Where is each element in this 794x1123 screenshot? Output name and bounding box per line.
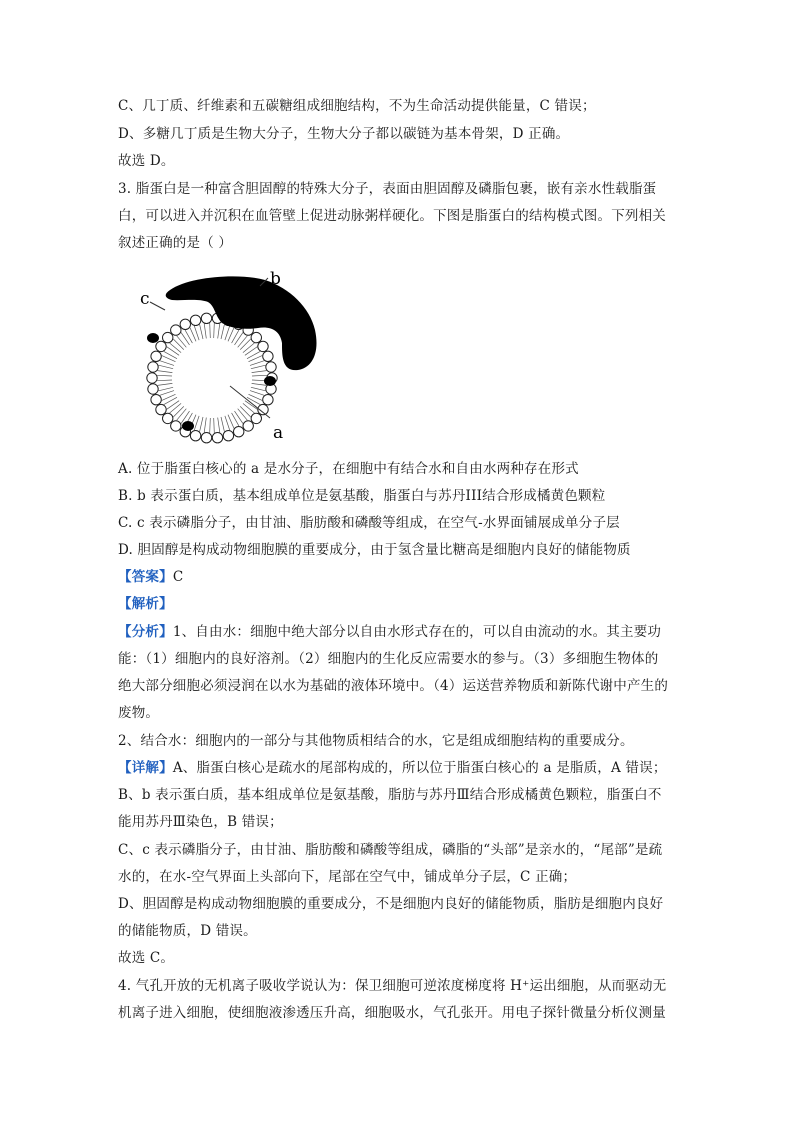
fatty-acid-tail <box>173 406 184 417</box>
phospholipid-head <box>251 332 261 342</box>
fenxi-line-5: 2、结合水：细胞内的一部分与其他物质相结合的水，它是组成细胞结构的重要成分。 <box>118 733 634 749</box>
fatty-acid-tail <box>170 343 182 353</box>
fenxi-line-4: 废物。 <box>118 705 160 721</box>
fatty-acid-tail <box>159 365 174 369</box>
detail-line-6: D、胆固醇是构成动物细胞膜的重要成分，不是细胞内良好的储能物质，脂肪是细胞内良好 <box>118 896 664 912</box>
analysis-tag: 【解析】 <box>118 596 173 612</box>
detail-line-4: C、c 表示磷脂分子，由甘油、脂肪酸和磷酸等组成，磷脂的“头部”是亲水的，“尾部”是疏 <box>118 842 663 858</box>
fatty-acid-tail <box>158 383 173 385</box>
phospholipid-head <box>234 427 244 437</box>
q4-stem-line-1: 4. 气孔开放的无机离子吸收学说认为：保卫细胞可逆浓度梯度将 H⁺运出细胞，从而驱动无 <box>118 978 667 994</box>
fatty-acid-tail <box>240 406 251 417</box>
fatty-acid-tail <box>214 418 215 433</box>
phospholipid-heads <box>147 313 277 443</box>
label-c-pointer <box>150 302 165 310</box>
prev-option-c-text: C、几丁质、纤维素和五碳糖组成细胞结构，不为生命活动提供能量，C 错误； <box>118 98 596 114</box>
fenxi-line-1 <box>118 622 661 642</box>
fenxi-line-2: 能：（1）细胞内的良好溶剂。（2）细胞内的生化反应需要水的参与。（3）多细胞生物体的 <box>118 651 659 667</box>
fatty-acid-tail <box>210 418 211 433</box>
fenxi-tag: 【分析】 <box>118 624 173 640</box>
q3-option-a: A. 位于脂蛋白核心的 a 是水分子，在细胞中有结合水和自由水两种存在形式 <box>118 461 579 477</box>
detail-tag: 【详解】 <box>118 760 173 776</box>
q3-option-b: B. b 表示蛋白质，基本组成单位是氨基酸，脂蛋白与苏丹III结合形成橘黄色颗粒 <box>118 488 606 504</box>
fatty-acid-tail <box>251 387 266 391</box>
fatty-acid-tail <box>204 324 206 339</box>
detail-line-7: 的储能物质，D 错误。 <box>118 923 257 939</box>
fatty-acid-tail <box>210 323 211 338</box>
fatty-acid-tail <box>252 371 267 373</box>
fatty-acid-tail <box>194 416 199 430</box>
phospholipid-head <box>201 313 211 323</box>
label-b: b <box>270 269 281 289</box>
analysis-heading <box>118 594 173 614</box>
fatty-acid-tail <box>252 383 267 385</box>
q3-stem-line-3: 叙述正确的是（ ） <box>118 235 233 251</box>
q3-option-c: C. c 表示磷脂分子，由甘油、脂肪酸和磷酸等组成，在空气-水界面铺展成单分子层 <box>118 515 620 531</box>
fatty-acid-tail <box>204 418 206 433</box>
phospholipid-head <box>263 351 273 361</box>
phospholipid-head <box>263 395 273 405</box>
phospholipid-head <box>212 433 222 443</box>
fatty-acid-tail <box>170 403 182 413</box>
fatty-acid-tails <box>157 323 267 433</box>
fatty-acid-tail <box>159 387 174 391</box>
answer-row <box>118 567 183 587</box>
detail-text-1: A、脂蛋白核心是疏水的尾部构成的，所以位于脂蛋白核心的 a 是脂质，A 错误； <box>172 760 667 776</box>
fatty-acid-tail <box>194 326 199 340</box>
phospholipid-head <box>151 351 161 361</box>
fatty-acid-tail <box>200 417 203 432</box>
phospholipid-head <box>190 431 200 441</box>
fatty-acid-tail <box>250 391 264 396</box>
label-a: a <box>273 423 284 443</box>
detail-line-5: 水的，在水-空气界面上头部向下，尾部在空气中，铺成单分子层，C 正确； <box>118 869 577 885</box>
phospholipid-head <box>258 341 268 351</box>
phospholipid-head <box>251 413 261 423</box>
fatty-acid-tail <box>250 361 264 366</box>
fatty-acid-tail <box>160 361 174 366</box>
phospholipid-head <box>190 315 200 325</box>
q3-stem-line-2: 白，可以进入并沉积在血管壁上促进动脉粥样硬化。下图是脂蛋白的结构模式图。下列相关 <box>118 208 666 224</box>
fatty-acid-tail <box>240 339 251 350</box>
fatty-acid-tail <box>232 413 239 426</box>
label-c: c <box>140 289 150 309</box>
fatty-acid-tail <box>218 324 220 339</box>
detail-line-2: B、b 表示蛋白质，基本组成单位是氨基酸，脂肪与苏丹Ⅲ结合形成橘黄色颗粒，脂蛋白不 <box>118 787 662 803</box>
fatty-acid-tail <box>225 416 230 430</box>
detail-line-3: 能用苏丹Ⅲ染色，B 错误； <box>118 814 283 830</box>
fatty-acid-tail <box>160 391 174 396</box>
phospholipid-head <box>171 421 181 431</box>
phospholipid-head <box>151 395 161 405</box>
phospholipid-head <box>156 341 166 351</box>
phospholipid-head <box>148 384 158 394</box>
q4-stem-line-2: 机离子进入细胞，使细胞液渗透压升高，细胞吸水，气孔张开。用电子探针微量分析仪测量 <box>118 1005 666 1021</box>
fatty-acid-tail <box>221 324 224 339</box>
fatty-acid-tail <box>232 330 239 343</box>
fatty-acid-tail <box>243 343 255 353</box>
fatty-acid-tail <box>225 326 230 340</box>
fatty-acid-tail <box>251 365 266 369</box>
phospholipid-head <box>243 421 253 431</box>
fatty-acid-tail <box>200 324 203 339</box>
fatty-acid-tail <box>158 371 173 373</box>
fatty-acid-tail <box>190 328 196 342</box>
q3-stem-line-1: 3. 脂蛋白是一种富含胆固醇的特殊大分子，表面由胆固醇及磷脂包裹，嵌有亲水性载脂蛋 <box>118 181 657 197</box>
fatty-acid-tail <box>185 330 192 343</box>
q3-option-d: D. 胆固醇是构成动物细胞膜的重要成分，由于氢含量比糖高是细胞内良好的储能物质 <box>118 542 631 558</box>
detail-line-1 <box>118 758 667 778</box>
lipoprotein-diagram <box>130 268 330 448</box>
answer-value: C <box>172 569 184 585</box>
fenxi-line-3: 绝大部分细胞必须浸润在以水为基础的液体环境中。（4）运送营养物质和新陈代谢中产生的 <box>118 678 669 694</box>
fatty-acid-tail <box>252 375 267 376</box>
phospholipid-head <box>266 362 276 372</box>
phospholipid-head <box>223 431 233 441</box>
fatty-acid-tail <box>214 323 215 338</box>
fatty-acid-tail <box>173 339 184 350</box>
phospholipid-head <box>201 433 211 443</box>
phospholipid-head <box>156 404 166 414</box>
phospholipid-head <box>147 373 157 383</box>
fatty-acid-tail <box>228 415 234 429</box>
fenxi-text-1: 1、自由水：细胞中绝大部分以自由水形式存在的，可以自由流动的水。其主要功 <box>172 624 662 640</box>
fatty-acid-tail <box>218 418 220 433</box>
phospholipid-head <box>163 413 173 423</box>
answer-tag: 【答案】 <box>118 569 173 585</box>
fatty-acid-tail <box>221 417 224 432</box>
phospholipid-head <box>163 332 173 342</box>
fatty-acid-tail <box>243 403 255 413</box>
phospholipid-head <box>180 319 190 329</box>
prev-option-d-text: D、多糖几丁质是生物大分子，生物大分子都以碳链为基本骨架，D 正确。 <box>118 126 570 142</box>
fatty-acid-tail <box>157 380 172 381</box>
fatty-acid-tail <box>157 375 172 376</box>
fatty-acid-tail <box>228 328 234 342</box>
prev-conclusion: 故选 D。 <box>118 153 175 169</box>
phospholipid-head <box>171 325 181 335</box>
q3-conclusion: 故选 C。 <box>118 950 175 966</box>
phospholipid-head <box>148 362 158 372</box>
